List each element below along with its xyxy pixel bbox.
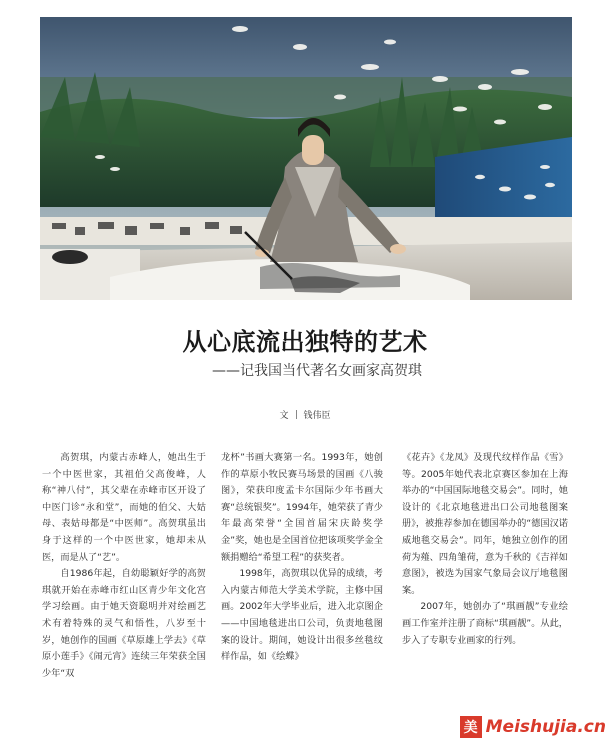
paragraph: 2007年，她创办了“琪画靓”专业绘画工作室并注册了商标“琪画靓”。从此，步入了专职专业画家的行列。 [402,601,568,646]
author-name: 钱伟臣 [303,411,331,421]
watermark-logo: 美 [460,716,482,738]
hero-photo [40,17,572,300]
text-column-1 [42,450,206,682]
site-watermark [460,716,606,738]
byline-separator [296,410,297,419]
article-subtitle: ——记我国当代著名女画家高贺琪 [212,363,422,379]
artist-painting-photo [40,17,572,300]
paragraph: 1998年，高贺琪以优异的成绩，考入内蒙古师范大学美术学院，主修中国画。2002年大学毕业后，进入北京图企——中国地毯进出口公司，负责地毯图案的设计。期间，她设计出很多丝毯纹样作品，如《绘蝶》 [221,568,383,663]
paragraph: 《花卉》《龙凤》及现代纹样作品《雪》等。2005年她代表北京赛区参加在上海举办的“中国国际地毯交易会”。同时，她设计的《北京地毯进出口公司地毯图案册》，被推荐参加在德国举办的“德国汉诺威地毯交易会”。同年，她独立创作的团荷为薤、四角雏荷，意为千秋的《吉祥如意图》，被选为国家气象局会议厅地毯图案。 [402,452,568,596]
byline [0,408,610,421]
paragraph: 高贺琪，内蒙古赤峰人，她出生于一个中医世家，其祖伯父高俊峰，人称“神八付”，其父辈在赤峰市区开设了中医门诊“永和堂”，而她的伯父、大姑母、表姑母都是“中医师”。高贺琪虽出身于这样的一个中医世家，她却未从医，而是从了“艺”。 [42,452,206,563]
byline-label: 文 [279,411,289,421]
paragraph: 龙杯”书画大赛第一名。1993年，她创作的草原小牧民赛马场景的国画《八骏图》，荣获印度孟卡尔国际少年书画大赛“总统银奖”。1994年，她荣获了青少年最高荣誉“全国首届宋庆龄奖学金”奖，她也是全国首位把该项奖学金全额捐赠给“希望工程”的获奖者。 [221,452,383,563]
paragraph: 自1986年起，自幼聪颖好学的高贺琪就开始在赤峰市红山区青少年文化宫学习绘画。由于她天资聪明并对绘画艺术有着特殊的灵气和悟性，八岁至十岁，她创作的国画《草原雄上学去》《草原小莲手》《闹元宵》连续三年荣获全国少年“双 [42,568,206,679]
article-title: 从心底流出独特的艺术 [182,328,428,356]
text-column-3 [402,450,568,649]
watermark-text: Meishujia.cn [485,717,606,737]
text-column-2 [221,450,383,666]
